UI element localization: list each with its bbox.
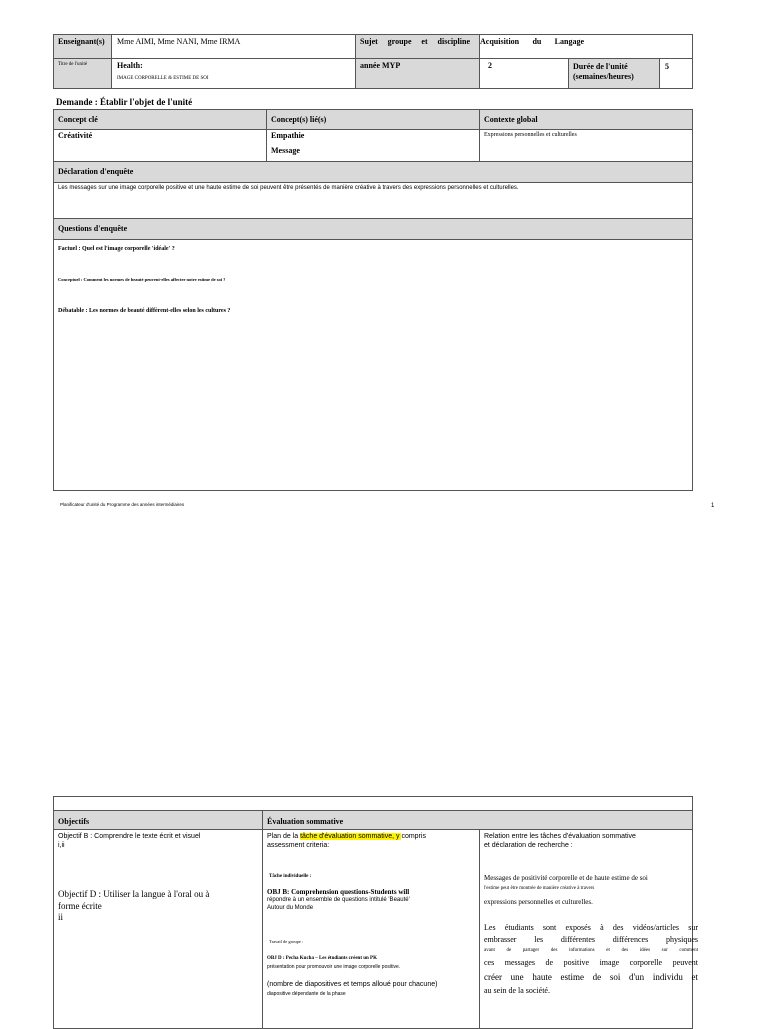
plan-prefix: Plan de la	[267, 833, 301, 840]
statement-value-cell	[53, 182, 693, 219]
statement-header: Déclaration d'enquête	[58, 167, 134, 176]
objb-title: OBJ B: Comprehension questions-Students will	[267, 888, 410, 896]
objb-line3: Autour du Monde	[267, 905, 314, 911]
plan-line2: assessment criteria:	[267, 842, 330, 849]
msg-line3: expressions personnelles et culturelles.	[484, 898, 593, 906]
key-concept-value-cell	[53, 129, 267, 162]
individual-task-label: Tâche individuelle :	[269, 874, 312, 879]
related-concepts-header: Concept(s) lié(s)	[271, 115, 327, 124]
global-context-value-cell	[479, 129, 693, 162]
slides-line1: (nombre de diapositives et temps alloué pour chacune)	[267, 981, 438, 988]
p2-line3: avant de partager des informations et des idées sur comment	[484, 948, 698, 953]
objb-line2: répondre à un ensemble de questions intitulé 'Beauté'	[267, 897, 410, 903]
unit-title-value-line2: IMAGE CORPORELLE & ESTIME DE SOI	[117, 76, 209, 81]
related-concept-1: Empathie	[271, 131, 305, 140]
msg-line1: Messages de positivité corporelle et de haute estime de soi	[484, 874, 648, 882]
plan-cell	[262, 829, 480, 1029]
subject-label-text: Sujet groupe et discipline	[360, 37, 470, 46]
objd-line2: présentation pour promouvoir une image corporelle positive.	[267, 964, 401, 970]
myp-year-label-cell	[355, 58, 480, 89]
section-title: Demande : Établir l'objet de l'unité	[56, 97, 193, 107]
related-concept-2: Message	[271, 146, 300, 155]
group-work-label: Travail de groupe :	[269, 939, 304, 944]
slides-line2: diapositive dépendante de la phase	[267, 991, 346, 997]
questions-body-cell	[53, 239, 693, 491]
questions-header-cell	[53, 218, 693, 240]
p2-line6: au sein de la société.	[484, 986, 550, 995]
related-concepts-header-cell	[266, 109, 480, 130]
relation-line2: et déclaration de recherche :	[484, 842, 573, 849]
p2-line5: créer une haute estime de soi d'un individu et	[484, 972, 698, 982]
plan-highlight: tâche d'évaluation sommative, y	[300, 833, 402, 840]
key-concept-header-cell	[53, 109, 267, 130]
questions-header: Questions d'enquête	[58, 224, 128, 233]
objd-title: OBJ D : Pecha Kucha – Les étudiants créent un PK	[267, 956, 377, 961]
summative-header-cell	[262, 810, 693, 830]
relation-cell	[479, 829, 698, 1029]
unit-title-value-cell	[111, 58, 356, 89]
subject-label-cell	[355, 34, 480, 59]
msg-line2: l'estime peut être montrée de manière créative à travers	[484, 886, 595, 891]
objective-b-line2: i,ii	[58, 842, 65, 849]
subject-value-cell	[479, 34, 693, 59]
duration-value-cell	[659, 58, 693, 89]
objectives-header: Objectifs	[58, 817, 90, 826]
teacher-label-cell	[53, 34, 112, 59]
relation-line1: Relation entre les tâches d'évaluation sommative	[484, 833, 636, 840]
subject-value: Acquisition du Langage	[480, 37, 584, 46]
unit-title-label-cell	[53, 58, 112, 89]
objective-d-line3: ii	[58, 912, 64, 922]
objective-b-line1: Objectif B : Comprendre le texte écrit et visuel	[58, 833, 201, 840]
objective-d-line2: forme écrite	[58, 901, 102, 911]
related-concepts-value-cell	[266, 129, 480, 162]
objectives-cell	[53, 829, 263, 1029]
objectives-header-cell	[53, 810, 263, 830]
duration-label-line2: (semaines/heures)	[573, 72, 634, 81]
statement-header-cell	[53, 161, 693, 183]
myp-year-value-cell	[479, 58, 569, 89]
global-context-header: Contexte global	[484, 115, 538, 124]
duration-value: 5	[665, 62, 669, 71]
plan-suffix: compris	[401, 833, 426, 840]
page-number: 1	[711, 503, 715, 509]
unit-title-label: Titre de l'unité	[58, 62, 88, 67]
myp-year-label: année MYP	[360, 61, 401, 70]
teacher-label: Enseignant(s)	[58, 37, 105, 46]
global-context-header-cell	[479, 109, 693, 130]
myp-year-value: 2	[488, 61, 492, 70]
key-concept-value: Créativité	[58, 131, 93, 140]
subject-label	[360, 37, 470, 47]
teacher-value-cell	[111, 34, 356, 59]
global-context-value: Expressions personnelles et culturelles	[484, 132, 577, 138]
p2-line1: Les étudiants sont exposés à des vidéos/articles sur	[484, 923, 698, 932]
plan-line1	[267, 833, 426, 840]
duration-label-cell	[568, 58, 660, 89]
question-conceptual: Conceptuel : Comment les normes de beauté peuvent-elles affecter notre estime de soi ?	[58, 277, 226, 282]
statement-value: Les messages sur une image corporelle positive et une haute estime de soi peuvent être présentés de manière créative à travers des expressions personnelles et culturelles.	[58, 185, 519, 191]
duration-label-line1: Durée de l'unité	[573, 62, 628, 71]
unit-title-value-line1: Health:	[117, 61, 143, 70]
question-debatable: Débatable : Les normes de beauté diffèrent-elles selon les cultures ?	[58, 308, 231, 314]
objective-d-line1: Objectif D : Utiliser la langue à l'oral ou à	[58, 889, 210, 899]
question-factual: Factuel : Quel est l'image corporelle 'idéale' ?	[58, 246, 175, 252]
p2-line4: ces messages de positive image corporelle peuvent	[484, 958, 698, 967]
assessment-top-empty-row	[53, 796, 693, 811]
teacher-value: Mme AIMI, Mme NANI, Mme IRMA	[117, 37, 241, 46]
footer-text: Planificateur d'unité du Programme des années intermédiaires	[60, 502, 185, 507]
key-concept-header: Concept clé	[58, 115, 98, 124]
p2-line2: embrasser les différentes différences physiques	[484, 935, 698, 944]
summative-header: Évaluation sommative	[267, 817, 344, 826]
